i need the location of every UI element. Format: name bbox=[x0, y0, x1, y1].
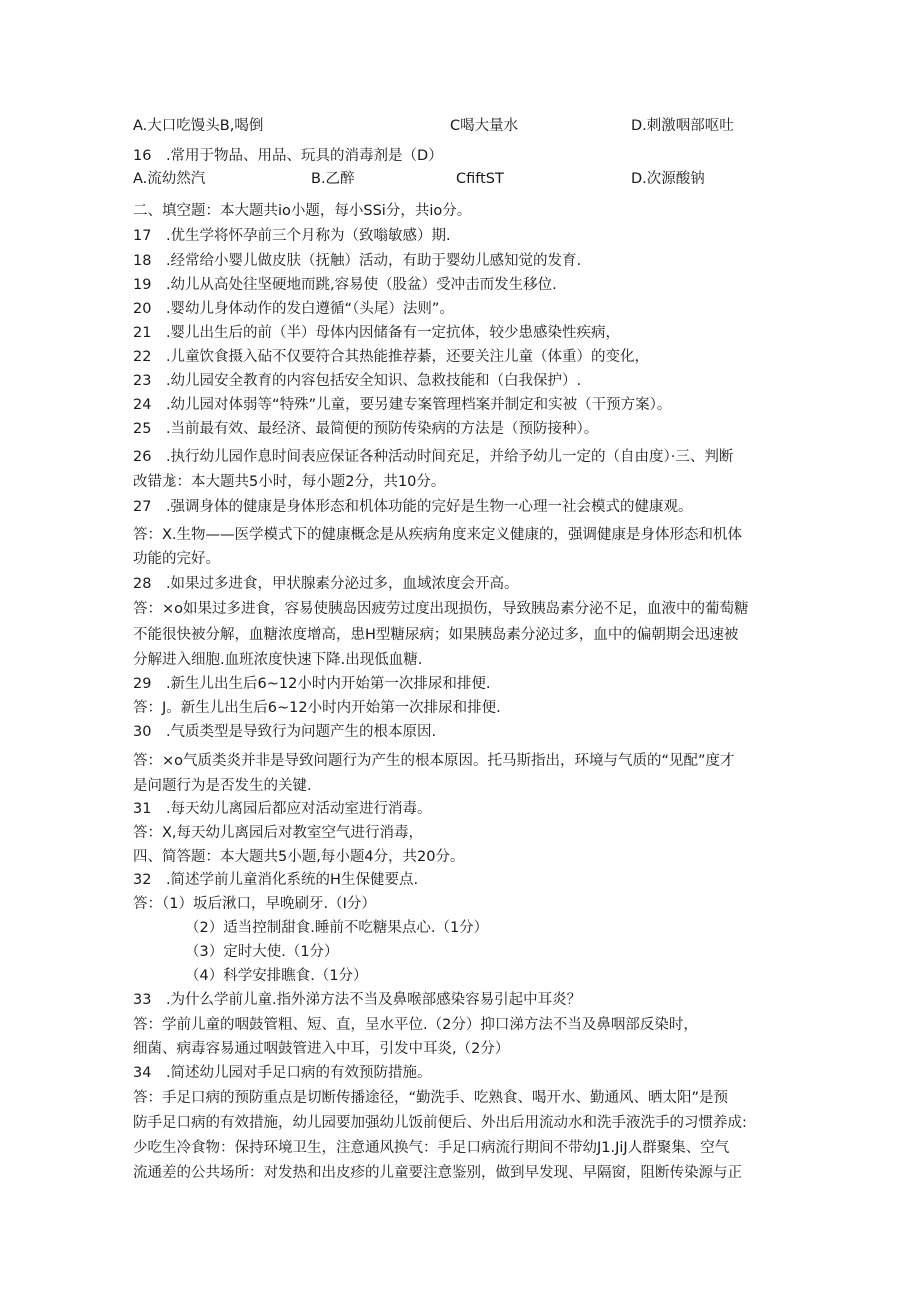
option-15-c: C喝大量水 bbox=[450, 118, 519, 134]
question-34: 34 .简述幼儿园对手足口病的有效预防措施。 bbox=[133, 1065, 432, 1081]
option-16-d: D.次源酸钠 bbox=[631, 171, 705, 187]
option-15-d: D.刺激咽部呕吐 bbox=[631, 118, 734, 134]
question-22: 22 .儿童饮食摄入砧不仅要符合其热能推荐綦，还要关注儿童（体重）的变化， bbox=[133, 349, 650, 365]
answer-27-cont: 功能的完好。 bbox=[133, 551, 220, 567]
option-16-b: B.乙醉 bbox=[311, 171, 355, 187]
answer-27: 答：X.生物——医学模式下的健康概念是从疾病角度来定义健康的，强调健康是身体形态和机体 bbox=[133, 527, 743, 543]
question-17: 17 .优生学将怀孕前三个月称为（致嗡敏感）期. bbox=[133, 228, 451, 244]
section-heading-short-answer: 四、简答题：本大题共5小题,每小题4分，共20分。 bbox=[133, 849, 465, 865]
question-30: 30 .气质类型是导致行为问题产生的根本原因. bbox=[133, 724, 437, 740]
answer-32-item-3: （3）定时大使.（1分） bbox=[185, 944, 339, 960]
question-32: 32 .简述学前儿童消化系统的H生保健要点. bbox=[133, 872, 419, 888]
question-29: 29 .新生儿出生后6~12小时内开始第一次排尿和排便. bbox=[133, 676, 491, 692]
answer-28-cont: 不能很快被分解，血糖浓度增高，患H型糖尿病；如果胰岛素分泌过多，血中的偏朝期会迅速被 bbox=[133, 627, 739, 643]
answer-32-item-2: （2）适当控制甜食.睡前不吃糖果点心.（1分） bbox=[185, 920, 489, 936]
answer-32-item-4: （4）科学安排瞧食.（1分） bbox=[185, 968, 368, 984]
answer-28-cont: 分解进入细胞.血班浓度快速下降.出现低血糖. bbox=[133, 652, 423, 668]
section-heading-true-false: 改错尨：本大题共5小时，每小题2分，共10分。 bbox=[133, 474, 446, 490]
option-15-ab: A.大口吃馒头B,喝倒 bbox=[133, 118, 264, 134]
answer-34-cont: 流通差的公共场所：对发热和出皮疹的儿童要注意鉴别，做到早发现、早隔窗，阻断传染源与正 bbox=[133, 1165, 742, 1181]
question-16: 16 .常用于物品、用品、玩具的消毒剂是（D） bbox=[133, 148, 443, 164]
answer-30-cont: 是问题行为是否发生的关键. bbox=[133, 778, 312, 794]
question-28: 28 .如果过多进食，甲状腺素分泌过多，血域浓度会开高。 bbox=[133, 576, 519, 592]
option-16-a: A.流幼然汽 bbox=[133, 171, 206, 187]
question-18: 18 .经常给小婴儿做皮肤（抚触）活动，有助于婴幼儿感知觉的发育. bbox=[133, 253, 582, 269]
question-31: 31 .每天幼儿离园后都应对活动室进行消毒。 bbox=[133, 801, 432, 817]
answer-34: 答：手足口病的预防重点是切断传播途径，“勤洗手、吃熟食、喝开水、勤通风、晒太阳”是预 bbox=[133, 1090, 729, 1106]
question-27: 27 .强调身体的健康是身体形态和机体功能的完好是生物一心理一社会模式的健康观。 bbox=[133, 499, 693, 515]
answer-33: 答：学前儿童的咽鼓管粗、短、直，呈水平位.（2分）抑口涕方法不当及鼻咽部反染时， bbox=[133, 1017, 698, 1033]
answer-31: 答：X,每天幼儿离园后对教室空气进行消毒， bbox=[133, 825, 424, 841]
answer-34-cont: 少吃生冷食物：保持环境卫生，注意通风换气：手足口病流行期间不带幼J1.JiJ人群聚集、空气 bbox=[133, 1140, 730, 1156]
question-20: 20 .婴幼儿身体动作的发白遵循“（头尾）法则”。 bbox=[133, 301, 454, 317]
section-heading-fill-blank: 二、填空题：本大题共io小题，每小SSi分，共io分。 bbox=[133, 203, 472, 219]
question-24: 24 .幼儿园对体弱等“特殊”儿童，要另建专案管理档案并制定和实被（干预方案）。 bbox=[133, 397, 672, 413]
question-25: 25 .当前最有效、最经济、最简便的预防传染病的方法是（预防接种）。 bbox=[133, 421, 599, 437]
answer-34-cont: 防手足口病的有效措施，幼儿园要加强幼儿饭前便后、外出后用流动水和洗手液洗手的习惯养成: bbox=[133, 1115, 747, 1131]
answer-28: 答：×o如果过多进食，容易使胰岛因疲劳过度出现损伤，导致胰岛素分泌不足，血液中的葡萄糖 bbox=[133, 601, 749, 617]
question-21: 21 .婴儿出生后的前（半）母体内因储备有一定抗体，较少患感染性疾病， bbox=[133, 325, 621, 341]
answer-32-item-1: 答：（1）坂后湫口，早晚刷牙.（I分） bbox=[133, 896, 376, 912]
option-16-c: CfiftST bbox=[456, 171, 504, 187]
answer-29: 答：J。新生儿出生后6~12小时内开始第一次排尿和排便. bbox=[133, 700, 501, 716]
question-19: 19 .幼儿从高处往坚硬地而跳,容易使（股盆）受冲击而发生移位. bbox=[133, 277, 557, 293]
question-33: 33 .为什么学前儿童.指外涕方法不当及鼻喉部感染容易引起中耳炎？ bbox=[133, 992, 582, 1008]
question-23: 23 .幼儿园安全教育的内容包括安全知识、急救技能和（白我保护）. bbox=[133, 373, 582, 389]
question-26: 26 .执行幼儿园作息时间表应保证各种活动时间充足，并给予幼儿一定的（自由度）·三、判断 bbox=[133, 449, 734, 465]
answer-30: 答：×o气质类炎并非是导致问题行为产生的根本原因。托马斯指出，环境与气质的“见配”度才 bbox=[133, 753, 735, 769]
answer-33-cont: 细菌、病毒容易通过咽鼓管进入中耳，引发中耳炎,（2分） bbox=[133, 1041, 510, 1057]
